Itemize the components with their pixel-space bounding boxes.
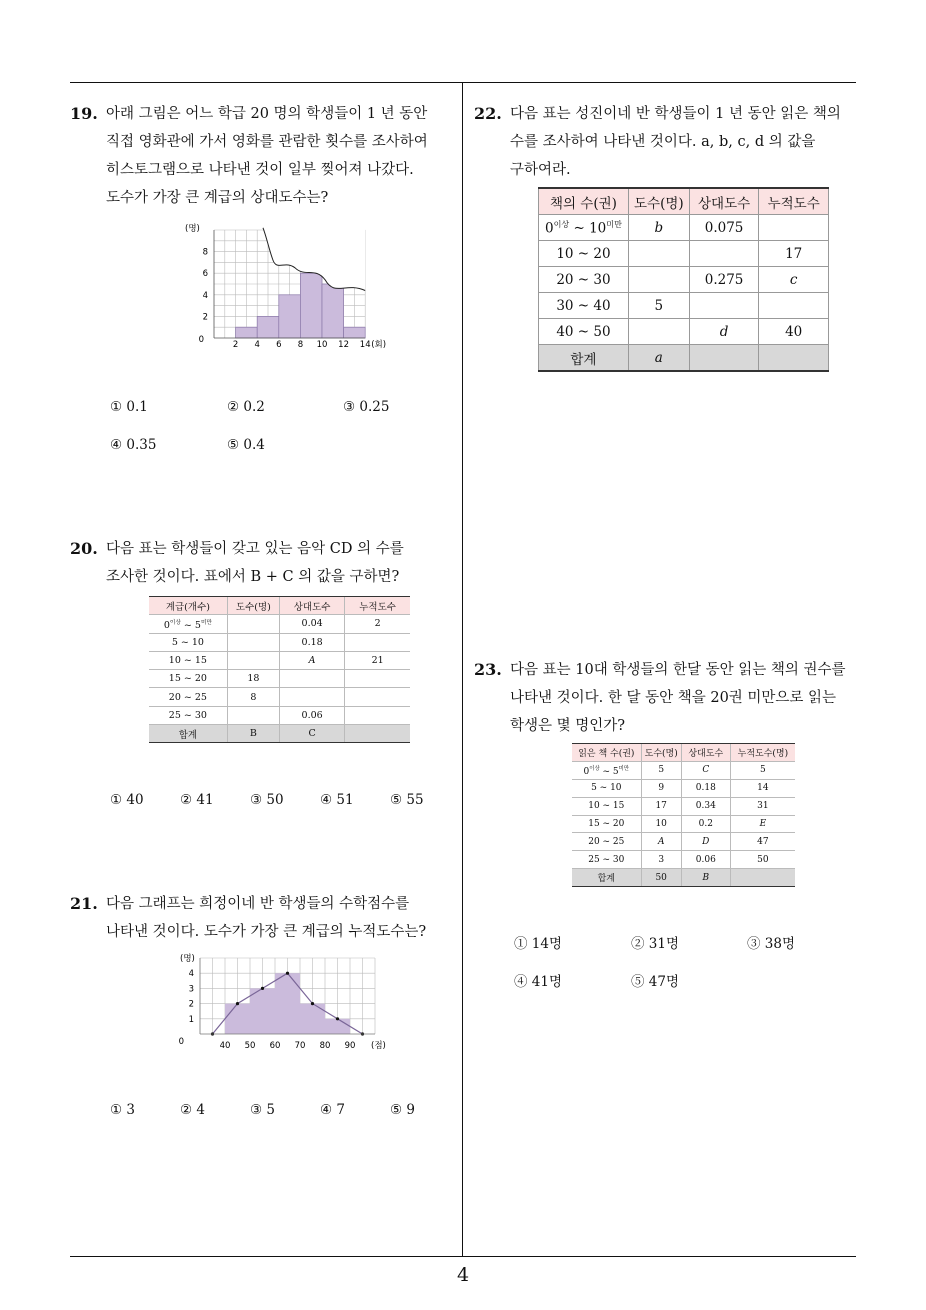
rel-cell [279,670,344,688]
page-number: 4 [456,1264,470,1286]
choice-2[interactable]: ② 31명 [631,936,680,952]
column-header: 누적도수 [759,188,829,215]
class-cell: $0^{이상}$ ~ $5^{미만}$ [149,615,227,633]
x-tick-label: 6 [276,340,282,350]
y-tick-label: 2 [202,312,208,323]
freq-cell: 8 [227,688,279,706]
question-22 [474,100,841,184]
cum-cell [759,293,829,319]
y-axis-label: (명) [180,954,195,964]
freq-cell: 3 [641,851,681,869]
question-line: 다음 표는 학생들이 갖고 있는 음악 CD 의 수를 [106,541,404,557]
class-cell: 20 ~ 25 [572,833,641,851]
table-row [572,851,795,869]
rel-cell [689,293,759,319]
polygon-point [261,987,264,990]
class-cell: 15 ~ 20 [149,670,227,688]
y-tick-label: 0 [198,335,204,345]
freq-cell: 9 [641,779,681,797]
question-line: 다음 표는 성진이네 반 학생들이 1 년 동안 읽은 책의 [510,106,841,122]
class-cell: 25 ~ 30 [572,851,641,869]
question-19 [70,100,428,212]
freq-cell [227,615,279,633]
class-cell: 15 ~ 20 [572,815,641,833]
y-tick-label: 4 [202,290,208,301]
choice-3[interactable]: ③ 5 [250,1102,275,1118]
table-books-read [538,187,829,372]
total-freq: B [227,725,279,743]
class-cell: 5 ~ 10 [149,633,227,651]
x-tick-label: 4 [254,340,260,350]
x-tick-label: 8 [297,340,304,350]
total-label: 합계 [572,869,641,887]
choice-4[interactable]: ④ 51 [320,792,354,808]
class-cell: 10 ~ 15 [149,651,227,669]
y-tick-label: 4 [188,969,194,980]
freq-cell [227,633,279,651]
column-header: 상대도수 [681,744,730,762]
cum-cell: 2 [345,615,410,633]
total-freq: 50 [641,869,681,887]
freq-cell: 5 [641,761,681,779]
total-freq: a [628,345,689,372]
table-row [149,633,410,651]
question-line: 히스토그램으로 나타낸 것이 일부 찢어져 나갔다. [106,162,414,178]
question-text [106,100,428,212]
freq-cell: 10 [641,815,681,833]
x-tick-label: 50 [244,1041,256,1051]
histogram-bar [325,1019,350,1034]
rel-cell: A [279,651,344,669]
question-20 [70,535,404,591]
table-row [149,706,410,724]
question-number: 23. [474,660,502,679]
class-cell: 20 ~ 25 [149,688,227,706]
cum-cell [345,633,410,651]
freq-cell [227,706,279,724]
table-row [572,797,795,815]
table-row [539,215,829,241]
histogram-bar [279,295,301,338]
question-text [510,100,841,184]
rel-cell [279,688,344,706]
table-row [539,267,829,293]
y-tick-label: 1 [188,1014,194,1025]
table-cd-count [149,596,410,743]
x-tick-label: 90 [344,1041,356,1051]
total-cum [730,869,795,887]
choice-5[interactable]: ⑤ 55 [390,792,424,808]
rel-cell [689,241,759,267]
choice-2[interactable]: ② 41 [180,792,214,808]
question-line: 직접 영화관에 가서 영화를 관람한 횟수를 조사하여 [106,134,428,150]
histogram-bar [257,316,279,338]
cum-cell [345,688,410,706]
choice-1[interactable]: ① 0.1 [110,399,148,415]
choice-4[interactable]: ④ 7 [320,1102,345,1118]
x-axis-label: (점) [371,1041,386,1051]
table-row [539,241,829,267]
choice-3[interactable]: ③ 38명 [747,936,796,952]
column-header: 도수(명) [227,597,279,615]
column-header: 상대도수 [279,597,344,615]
histogram-bar [236,327,258,338]
question-line: 구하여라. [510,162,571,178]
question-text [510,656,845,740]
rel-cell: 0.18 [681,779,730,797]
rel-cell: C [681,761,730,779]
y-tick-label: 0 [178,1037,184,1047]
total-rel: C [279,725,344,743]
histogram-bar [225,1004,250,1034]
y-tick-label: 2 [188,999,194,1010]
table-row [149,688,410,706]
choice-3[interactable]: ③ 0.25 [343,399,390,415]
y-tick-label: 3 [188,984,194,995]
column-header: 상대도수 [689,188,759,215]
histogram-bar [322,284,344,338]
freq-cell: 17 [641,797,681,815]
class-cell: 5 ~ 10 [572,779,641,797]
rel-cell: 0.04 [279,615,344,633]
cum-cell [345,670,410,688]
question-line: 수를 조사하여 나타낸 것이다. a, b, c, d 의 값을 [510,134,816,150]
question-text [106,535,404,591]
question-text [106,890,426,946]
freq-cell: 5 [628,293,689,319]
freq-cell [628,241,689,267]
x-tick-label: 2 [232,340,239,350]
rel-cell: 0.06 [681,851,730,869]
class-cell: $0^{이상}$ ~ $10^{미만}$ [539,215,629,241]
cum-cell: 50 [730,851,795,869]
x-tick-label: 80 [319,1041,331,1051]
choice-4[interactable]: ④ 41명 [514,974,563,990]
cum-cell: 47 [730,833,795,851]
freq-cell [227,651,279,669]
rel-cell: 0.075 [689,215,759,241]
cum-cell: 17 [759,241,829,267]
top-rule [70,82,856,83]
class-cell: 10 ~ 20 [539,241,629,267]
x-tick-label: 12 [338,340,350,350]
x-tick-label: 14 [359,340,371,350]
column-header: 도수(명) [641,744,681,762]
column-header: 도수(명) [628,188,689,215]
y-axis-label: (명) [185,224,200,234]
column-divider [462,82,463,1256]
table-row [149,615,410,633]
question-line: 학생은 몇 명인가? [510,718,626,734]
table-row [572,815,795,833]
x-axis-label: (회) [371,340,387,350]
rel-cell: 0.18 [279,633,344,651]
rel-cell: 0.2 [681,815,730,833]
table-row [539,319,829,345]
histogram-bar [344,327,366,338]
question-number: 19. [70,104,98,123]
histogram-bar [300,273,322,338]
question-line: 나타낸 것이다. 한 달 동안 책을 20권 미만으로 읽는 [510,690,837,706]
column-header: 누적도수 [345,597,410,615]
y-tick-label: 6 [202,269,208,280]
total-label: 합계 [539,345,629,372]
total-rel [689,345,759,372]
choice-5[interactable]: ⑤ 0.4 [227,437,265,453]
freq-cell [628,267,689,293]
x-tick-label: 60 [269,1041,281,1051]
table-monthly-books [572,743,795,887]
histogram-movie-count [185,218,387,353]
cum-cell: c [759,267,829,293]
class-cell: $0^{이상}$ ~ $5^{미만}$ [572,761,641,779]
column-header: 읽은 책 수(권) [572,744,641,762]
question-line: 다음 표는 10대 학생들의 한달 동안 읽는 책의 권수를 [510,662,846,678]
rel-cell: 0.34 [681,797,730,815]
cum-cell: 14 [730,779,795,797]
cum-cell [345,706,410,724]
x-tick-label: 70 [294,1041,306,1051]
cum-cell: 5 [730,761,795,779]
cum-cell: 21 [345,651,410,669]
total-rel: B [681,869,730,887]
column-header: 누적도수(명) [730,744,795,762]
choice-1[interactable]: ① 3 [110,1102,135,1118]
table-row [572,779,795,797]
class-cell: 30 ~ 40 [539,293,629,319]
freq-cell: A [641,833,681,851]
question-line: 아래 그림은 어느 학급 20 명의 학생들이 1 년 동안 [106,106,428,122]
choice-1[interactable]: ① 14명 [514,936,563,952]
choice-1[interactable]: ① 40 [110,792,144,808]
question-23 [474,656,845,740]
choice-5[interactable]: ⑤ 9 [390,1102,415,1118]
freq-cell: b [628,215,689,241]
table-row [572,833,795,851]
rel-cell: 0.06 [279,706,344,724]
histogram-bar [300,1004,325,1034]
question-21 [70,890,426,946]
cum-cell: 31 [730,797,795,815]
question-line: 나타낸 것이다. 도수가 가장 큰 계급의 누적도수는? [106,924,427,940]
column-header: 책의 수(권) [539,188,629,215]
cum-cell [759,215,829,241]
total-cum [345,725,410,743]
class-cell: 10 ~ 15 [572,797,641,815]
question-line: 조사한 것이다. 표에서 B + C 의 값을 구하면? [106,569,400,585]
rel-cell: d [689,319,759,345]
total-label: 합계 [149,725,227,743]
choice-2[interactable]: ② 4 [180,1102,205,1118]
choice-2[interactable]: ② 0.2 [227,399,265,415]
class-cell: 20 ~ 30 [539,267,629,293]
polygon-point [311,1002,314,1005]
question-number: 21. [70,894,98,913]
question-line: 도수가 가장 큰 계급의 상대도수는? [106,190,329,206]
x-tick-label: 10 [316,340,328,350]
histogram-math-score [178,950,386,1055]
rel-cell: 0.275 [689,267,759,293]
total-cum [759,345,829,372]
table-row [539,293,829,319]
question-number: 20. [70,539,98,558]
histogram-bar [250,988,275,1034]
column-header: 계급(개수) [149,597,227,615]
question-line: 다음 그래프는 희정이네 반 학생들의 수학점수를 [106,896,410,912]
question-number: 22. [474,104,502,123]
x-tick-label: 40 [219,1041,231,1051]
choice-3[interactable]: ③ 50 [250,792,284,808]
histogram-bar [275,973,300,1034]
class-cell: 25 ~ 30 [149,706,227,724]
table-row [572,761,795,779]
bottom-rule [70,1256,856,1257]
table-row [149,651,410,669]
polygon-point [286,972,289,975]
cum-cell: E [730,815,795,833]
rel-cell: D [681,833,730,851]
choice-5[interactable]: ⑤ 47명 [631,974,680,990]
freq-cell [628,319,689,345]
cum-cell: 40 [759,319,829,345]
table-row [149,670,410,688]
polygon-point [236,1002,239,1005]
class-cell: 40 ~ 50 [539,319,629,345]
choice-4[interactable]: ④ 0.35 [110,437,157,453]
y-tick-label: 8 [202,247,208,258]
polygon-point [336,1017,339,1020]
freq-cell: 18 [227,670,279,688]
